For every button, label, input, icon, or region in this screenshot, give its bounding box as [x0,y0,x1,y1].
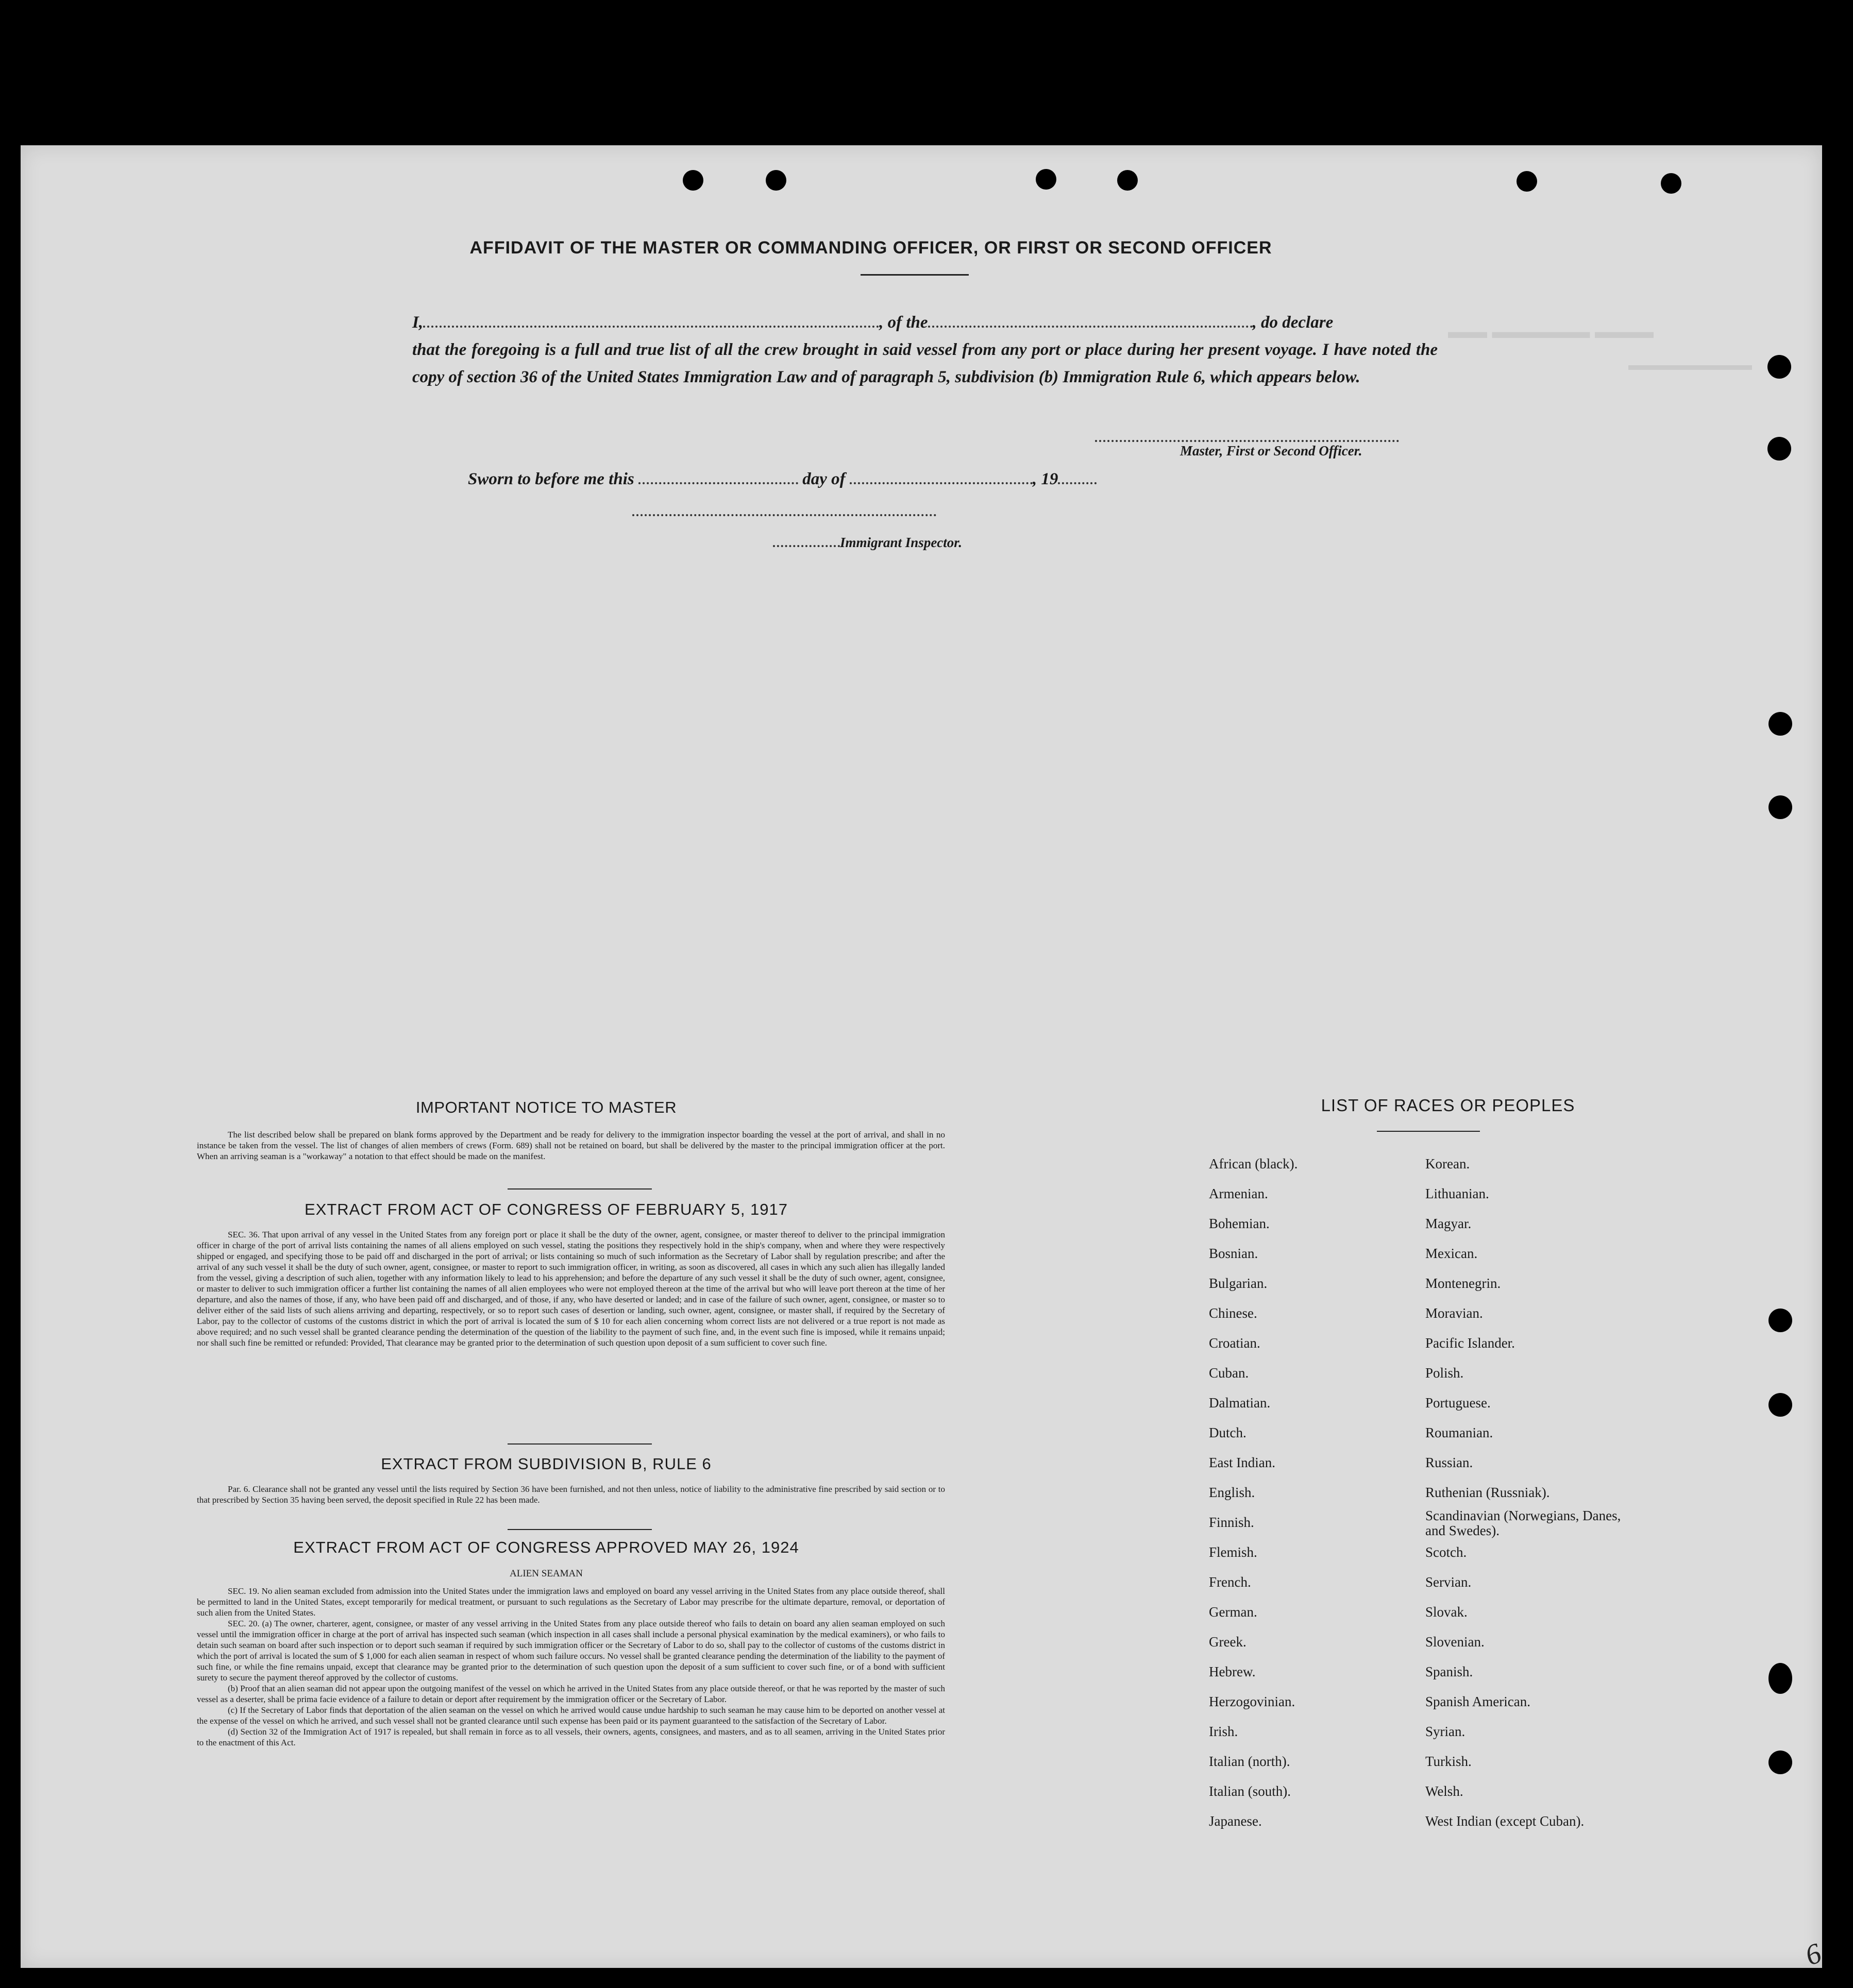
race-item: Polish. [1425,1365,1464,1381]
punch-hole [1767,437,1791,461]
race-item: Ruthenian (Russniak). [1425,1485,1550,1500]
sec-19-paragraph: SEC. 19. No alien seaman excluded from admission into the United States under the immigration laws and employed on board any vessel arriving in the United States from any place outside thereof, shall be permitted to land in the United States, except temporarily for medical treatment, or pursuant to such regulations as the Secretary of Labor may prescribe for the ultimate departure, removal, or deportation of such alien from the United States. [197,1586,945,1618]
inspector-prefix-dots [773,545,840,547]
punch-hole [766,170,786,191]
race-item: English. [1209,1485,1255,1500]
day-field[interactable] [638,482,798,484]
master-label: Master, First or Second Officer. [1180,443,1362,458]
vessel-field[interactable] [928,326,1253,328]
subdivision-text [197,1484,945,1505]
master-signature-line[interactable] [1095,440,1399,442]
punch-hole [1517,171,1537,192]
races-title: LIST OF RACES OR PEOPLES [1321,1096,1575,1115]
race-item: Dalmatian. [1209,1395,1271,1411]
i-label: I, [412,313,424,332]
race-item: East Indian. [1209,1455,1275,1470]
sec-20c-paragraph: (c) If the Secretary of Labor finds that deportation of the alien seaman on the vessel on which he arrived would cause undue hardship to such seaman he may cause him to be deported on another vessel at the expense of the vessel on which he arrived, and such vessel shall not be granted clearance until such expense has been paid or its payment guaranteed to the satisfaction of the Secretary of Labor. [197,1705,945,1726]
of-the-label: , of the [879,313,928,332]
punch-hole [1768,1663,1792,1694]
extract-1924-text [197,1586,945,1748]
race-item: Italian (south). [1209,1783,1291,1799]
punch-hole [1768,712,1792,736]
alien-seaman-subtitle: ALIEN SEAMAN [510,1568,583,1579]
notice-paragraph: The list described below shall be prepared on blank forms approved by the Department and be ready for delivery to the immigration inspector boarding the vessel at the port of arrival, and shall in no instance be taken from the vessel. The list of changes of alien members of crews (Form. 689) shall not be retained on board, but shall be delivered by the master to the principal immigration officer at the port. When an arriving seaman is a "workaway" a notation to that effect should be made on the manifest. [197,1130,945,1161]
race-item: Portuguese. [1425,1395,1491,1411]
race-item: Montenegrin. [1425,1276,1501,1291]
year-label: , 19 [1032,470,1058,488]
race-item: Syrian. [1425,1724,1465,1739]
race-item: Magyar. [1425,1216,1472,1231]
punch-hole [1768,1393,1792,1417]
affidavit-body: that the foregoing is a full and true list of all the crew brought in said vessel from any port or place during her present voyage. I have noted the copy of section 36 of the United States Immigration Law and of paragraph 5, subdivision (b) Immigration Rule 6, which appears below. [412,341,1438,386]
race-item: Servian. [1425,1574,1472,1590]
race-item: Bohemian. [1209,1216,1270,1231]
divider [861,274,969,276]
affidavit-title: AFFIDAVIT OF THE MASTER OR COMMANDING OFFICER, OR FIRST OR SECOND OFFICER [469,238,1272,258]
race-item: Pacific Islander. [1425,1335,1515,1351]
extract-1924-title: EXTRACT FROM ACT OF CONGRESS APPROVED MAY 26, 1924 [293,1538,799,1556]
extract-1917-title: EXTRACT FROM ACT OF CONGRESS OF FEBRUARY 5, 1917 [304,1200,788,1218]
race-item: Lithuanian. [1425,1186,1489,1201]
race-item: Flemish. [1209,1544,1257,1560]
inspector-signature-line[interactable] [632,514,936,516]
subdivision-title: EXTRACT FROM SUBDIVISION B, RULE 6 [381,1455,712,1473]
race-item: Roumanian. [1425,1425,1493,1440]
affidavit-declaration [412,309,1438,391]
sec-20a-paragraph: SEC. 20. (a) The owner, charterer, agent, consignee, or master of any vessel arriving in the United States from any place outside thereof who fails to detain on board any alien seaman employed on such vessel until the immigration officer in charge at the port of arrival has inspected such seaman (which inspection in all cases shall include a personal physical examination by the medical examiners), or who fails to detain such seaman on board after such inspection or to deport such seaman if required by such immigration officer or the Secretary of Labor to do so, shall pay to the collector of customs of the customs district in which the port of arrival is located the sum of $ 1,000 for each alien seaman in respect of whom such failure occurs. No vessel shall be granted clearance pending the determination of the liability to the payment of such fine, or while the fine remains unpaid, except that clearance may be granted prior to the determination of such question upon the deposit of a sum sufficient to cover such fine, or of a bond with sufficient surety to secure the payment thereof approved by the collector of customs. [197,1619,945,1683]
document-page [21,145,1826,1972]
divider [508,1188,652,1190]
notice-title: IMPORTANT NOTICE TO MASTER [415,1098,677,1116]
punch-hole [683,170,703,191]
race-item: Bosnian. [1209,1246,1258,1261]
race-item: West Indian (except Cuban). [1425,1813,1585,1829]
race-item: Chinese. [1209,1305,1257,1321]
race-item: African (black). [1209,1156,1298,1171]
sec-20d-paragraph: (d) Section 32 of the Immigration Act of 1917 is repealed, but shall remain in force as to all vessels, their owners, agents, consignees, and masters, and as to all seamen, arriving in the United States prior to the enactment of this Act. [197,1727,945,1747]
sworn-line [468,470,1097,489]
race-item: German. [1209,1604,1257,1620]
race-item: Irish. [1209,1724,1238,1739]
year-field[interactable] [1058,482,1097,484]
race-item: Russian. [1425,1455,1473,1470]
race-item: Turkish. [1425,1754,1472,1769]
race-item: Mexican. [1425,1246,1478,1261]
race-item: Herzogovinian. [1209,1694,1295,1709]
race-item: French. [1209,1574,1251,1590]
corner-mark: 6 [1801,1937,1826,1972]
race-item: Bulgarian. [1209,1276,1268,1291]
day-of-label: day of [802,470,846,488]
par-6-paragraph: Par. 6. Clearance shall not be granted any vessel until the lists required by Section 36 have been furnished, and not then unless, notice of liability to the administrative fine prescribed by said section or to that prescribed by Section 35 having been served, the deposit specified in Rule 22 has been made. [197,1484,945,1505]
extract-1917-text [197,1229,945,1348]
punch-hole [1768,795,1792,819]
divider [1377,1131,1480,1132]
divider [508,1443,652,1445]
race-item: Croatian. [1209,1335,1260,1351]
race-item: Slovenian. [1425,1634,1485,1650]
name-field[interactable] [423,326,879,328]
race-item: Dutch. [1209,1425,1246,1440]
race-item: Scotch. [1425,1544,1467,1560]
race-item: Spanish American. [1425,1694,1530,1709]
race-item: Hebrew. [1209,1664,1256,1679]
punch-hole [1767,355,1791,379]
punch-hole [1036,169,1056,190]
race-item: Slovak. [1425,1604,1468,1620]
punch-hole [1768,1309,1792,1332]
race-item: Armenian. [1209,1186,1268,1201]
race-item: Korean. [1425,1156,1470,1171]
sworn-label: Sworn to before me this [468,470,634,488]
section-36-paragraph: SEC. 36. That upon arrival of any vessel in the United States from any foreign port or place it shall be the duty of the owner, agent, consignee, or master thereof to deliver to the principal immigration officer in charge of the port of arrival lists containing the names of all aliens employed on such vessel, stating the positions they respectively hold in the ship's company, when and where they were respectively shipped or engaged, and specifying those to be paid off and discharged in the port of arrival; or lists containing so much of such information as the Secretary of Labor shall by regulation prescribe; and after the arrival of any such vessel it shall be the duty of such owner, agent, consignee, or master to report to such immigration officer, in writing, as soon as discovered, all cases in which any such alien has illegally landed from the vessel, giving a description of such alien, together with any information likely to lead to his apprehension; and before the departure of any such vessel it shall be the duty of such owner, agent, consignee, or master to deliver to such immigration officer a further list containing the names of all alien employees who were not employed thereon at the time of the arrival but who will leave port thereon at the time of her departure, and also the names of those, if any, who have been paid off and discharged, and of those, if any, who have deserted or landed; and in case of the failure of such owner, agent, consignee, or master so to deliver either of the said lists of such aliens arriving and departing, respectively, or so to report such cases of desertion or landing, such owner, agent, consignee, or master shall, if required by the Secretary of Labor, pay to the collector of customs of the customs district in which the port of arrival is located the sum of $ 10 for each alien concerning whom correct lists are not delivered or a true report is not made as above required; and no such vessel shall be granted clearance pending the determination of the question of the liability to the payment of such fine, and, in the event such fine is imposed, while it remains unpaid; nor shall such fine be remitted or refunded: Provided, That clearance may be granted prior to the determination of such question upon deposit of a sum sufficient to cover such fine. [197,1230,945,1348]
divider [508,1529,652,1530]
month-field[interactable] [850,482,1033,484]
punch-hole [1661,173,1681,194]
bleed-through: ▬▬▬▬▬▬▬▬ [1628,356,1752,373]
bleed-through: ▬▬ ▬▬▬▬▬ ▬▬▬ [1448,321,1654,343]
sec-20b-paragraph: (b) Proof that an alien seaman did not appear upon the outgoing manifest of the vessel on which he arrived in the United States from any place outside thereof, or that he was reported by the master of such vessel as a deserter, shall be prima facie evidence of a failure to detain or deport after requirement by the immigration officer or the Secretary of Labor. [197,1684,945,1704]
inspector-line [773,535,962,551]
race-item: Japanese. [1209,1813,1262,1829]
do-declare-label: , do declare [1252,313,1334,332]
race-item: Cuban. [1209,1365,1249,1381]
race-item: Greek. [1209,1634,1246,1650]
race-item: Finnish. [1209,1515,1254,1530]
inspector-label: Immigrant Inspector. [840,535,963,550]
race-item: Welsh. [1425,1783,1463,1799]
race-item: Scandinavian (Norwegians, Danes, and Swedes). [1425,1508,1621,1538]
race-item: Moravian. [1425,1305,1483,1321]
punch-hole [1117,170,1138,191]
punch-hole [1768,1751,1792,1774]
race-item: Spanish. [1425,1664,1473,1679]
notice-text [197,1129,945,1162]
race-item: Italian (north). [1209,1754,1290,1769]
